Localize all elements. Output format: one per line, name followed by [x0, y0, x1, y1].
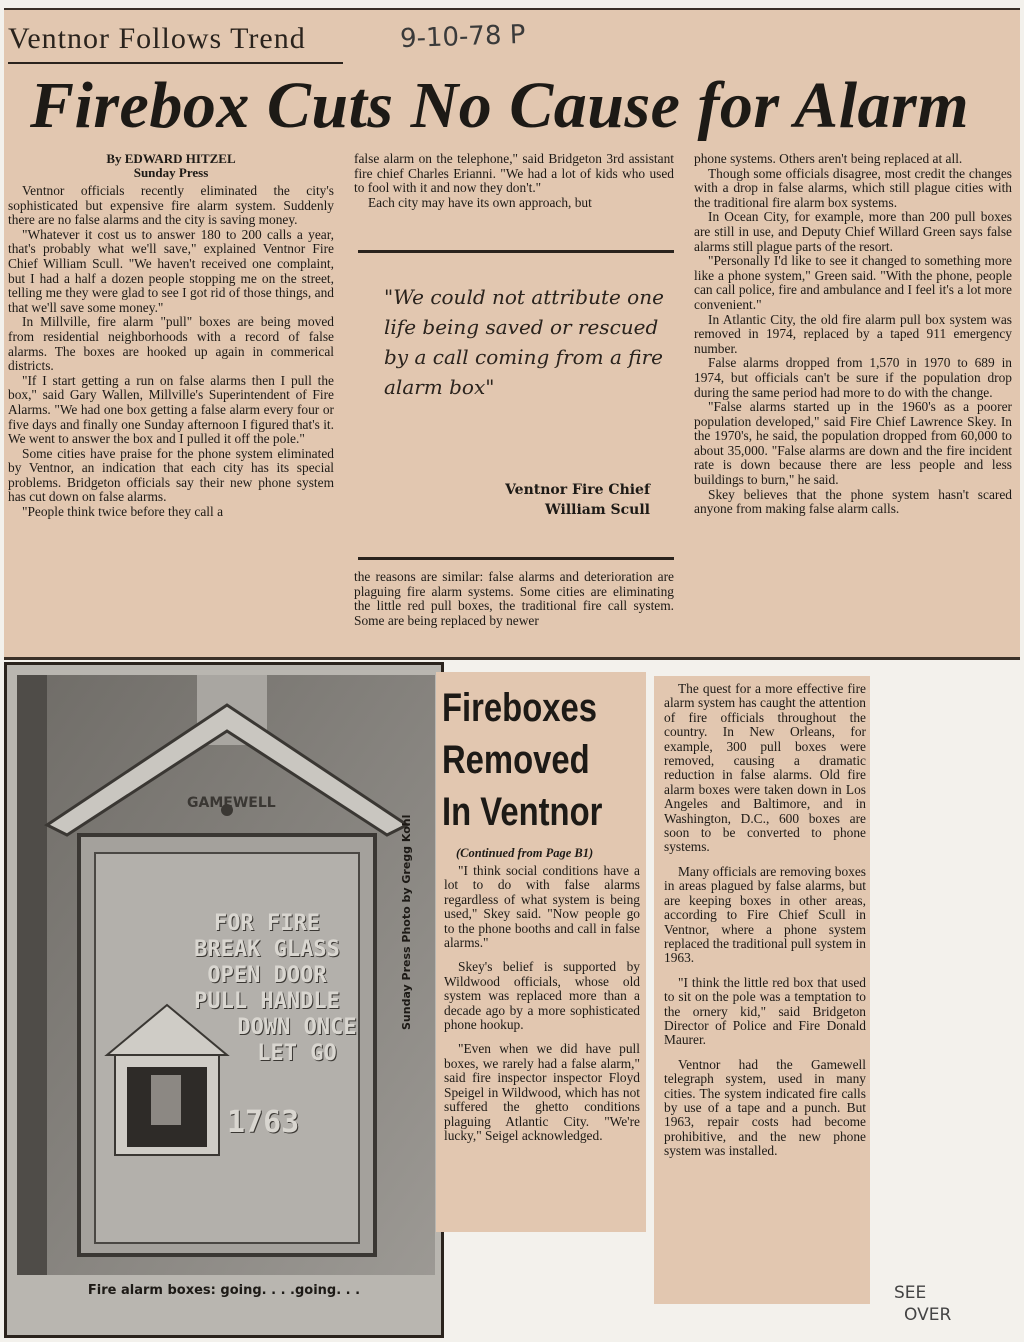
paragraph: Though some officials disagree, most credit the changes with a drop in false alarms, which still plague cities with the traditional fire alarm box systems. [694, 165, 1012, 210]
paragraph: In Millville, fire alarm "pull" boxes are being moved from residential neighborhoods with a record of false alarms. The boxes are hooked up again in commerical districts. [8, 314, 334, 374]
paragraph: "People think twice before they call a [22, 504, 224, 520]
paragraph: Ventnor had the Gamewell telegraph system, used in many cities. The system indicated fire calls by use of a tape and a punch. But 1963, repair costs had become prohibitive, and the new phone system was installed. [664, 1056, 866, 1159]
paragraph: Many officials are removing boxes in areas plagued by false alarms, but are keeping boxes in other areas, according to Fire Chief Scull in Ventnor, where a phone system replaced the traditional pull system in 1963. [664, 863, 866, 966]
sub-headline-line: In Ventnor [442, 790, 603, 834]
handwritten-date: 9-10-78 P [399, 19, 526, 55]
attribution-title: Ventnor Fire Chief [505, 482, 650, 498]
paragraph: The quest for a more effective fire alarm system has caught the attention of fire officials throughout the country. In New Orleans, for example, 300 pull boxes were removed, causing a dramatic reduction in false alarms. Old fire alarm boxes were taken down in Los Angeles and Baltimore, and in Washington, D.C., 600 boxes are soon to be converted to phone systems. [664, 681, 866, 855]
photo-frame [4, 662, 444, 1338]
article-column-3 [694, 152, 1012, 517]
article-column-1 [8, 152, 334, 520]
instruction-line: FOR FIRE [214, 911, 320, 936]
paragraph: Some cities have praise for the phone system eliminated by Ventnor, an indication that each city has its special problems. Bridgeton officials say their new phone system has cut down on false alarms. [8, 445, 334, 505]
instruction-line: BREAK GLASS [194, 937, 340, 962]
paragraph: "I think the little red box that used to sit on the pole was a temptation to the ornery kid," said Bridgeton Director of Police and Fire Donald Maurer. [664, 974, 866, 1048]
paragraph: "Personally I'd like to see it changed to something more like a phone system," Green said. "With the phone, people can call police, fire and ambulance and I feel it's a lot more convenient." [694, 253, 1012, 312]
kicker-rule [8, 62, 343, 64]
instruction-line: DOWN ONCE [237, 1015, 357, 1040]
pull-quote: "We could not attribute one life being saved or rescued by a call coming from a fire alarm box" [384, 285, 664, 399]
continuation-column-middle [444, 864, 640, 1153]
pull-quote-attribution [400, 480, 650, 520]
article-column-2-top [354, 152, 674, 210]
box-number: 1763 [227, 1105, 300, 1140]
paragraph: phone systems. Others aren't being replaced at all. [694, 151, 963, 166]
paragraph: False alarms dropped from 1,570 in 1970 to 689 in 1974, but officials can't be sure if the population drop during the same period had more to do with the change. [694, 355, 1012, 400]
paragraph: In Ocean City, for example, more than 200 pull boxes are still in use, and Deputy Chief Willard Green says false alarms still plague parts of the resort. [694, 209, 1012, 254]
continuation-column-right [664, 682, 866, 1169]
photo-credit: Sunday Press Photo by Gregg Kohl [400, 814, 413, 1030]
paragraph: "I think social conditions have a lot to do with false alarms regardless of what system is being used," Skey said. "Now people go to the phone booths and call in false alarms." [444, 863, 640, 951]
paragraph: Ventnor officials recently eliminated the city's sophisticated but expensive fire alarm system. Suddenly there are no false alarms and the city is saving money. [8, 183, 334, 228]
kicker-headline: Ventnor Follows Trend [8, 22, 306, 55]
paragraph: In Atlantic City, the old fire alarm pull box system was removed in 1974, replaced by a taped 911 emergency number. [694, 311, 1012, 356]
paragraph: Skey believes that the phone system hasn't scared anyone from making false alarm calls. [694, 486, 1012, 517]
paragraph: "False alarms started up in the 1960's as a poorer population developed," said Fire Chief Lawrence Skey. In the 1970's, he said, the population dropped from 60,000 to about 35,000. "False alarms are down and the fire incident rate is down because there are less people and less buildings to burn," he said. [694, 399, 1012, 488]
byline-paper: Sunday Press [133, 165, 209, 180]
article-column-2-bottom [354, 570, 674, 628]
sub-headline-line: Fireboxes [442, 686, 597, 730]
paragraph: "Whatever it cost us to answer 180 to 200 calls a year, that's probably what we'll save," explained Ventnor Fire Chief William Scull. "We haven't received one complaint, but I had a half a dozen people stopping me on the street, telling me they were glad to see I got rid of those things, and that we'll save some money." [8, 226, 334, 315]
handwritten-note [894, 1282, 951, 1326]
paragraph: Skey's belief is supported by Wildwood officials, whose old system was replaced more than a decade ago by a more sophisticated phone hookup. [444, 959, 640, 1033]
pull-quote-rule-bottom [358, 557, 674, 560]
instruction-line: OPEN DOOR [207, 963, 327, 988]
instruction-line: PULL HANDLE [194, 989, 340, 1014]
pull-quote-rule-top [358, 250, 674, 253]
photo-caption: Fire alarm boxes: going. . . .going. . . [87, 1283, 361, 1298]
instruction-line: LET GO [257, 1041, 337, 1066]
paragraph: the reasons are similar: false alarms and deterioration are plaguing fire alarm systems. Some cities are eliminating the little red pull boxes, the traditional fire call system. Some are being replaced by newer [354, 569, 674, 628]
paragraph: Each city may have its own approach, but [368, 194, 592, 210]
continued-from: (Continued from Page B1) [456, 846, 594, 860]
paragraph: "If I start getting a run on false alarms then I pull the box," said Gary Wallen, Millville's Superintendent of Fire Alarms. "We had one box getting a false alarm every four or five days and finally one Sunday afternoon I figured that's it. We went to answer the box and I pulled it off the pole." [8, 372, 334, 447]
main-headline: Firebox Cuts No Cause for Alarm [30, 69, 970, 142]
paragraph: false alarm on the telephone," said Bridgeton 3rd assistant fire chief Charles Erianni. "We had a lot of kids who used to fool with it and now they don't." [354, 151, 674, 196]
fire-alarm-box-photo [17, 675, 435, 1275]
byline-name: By EDWARD HITZEL [106, 151, 236, 166]
paragraph: "Even when we did have pull boxes, we rarely had a false alarm," said fire inspector inspector Floyd Speigel in Wildwood, which has not suffered the ghetto conditions plaguing Atlantic City. "We're lucky," Seigel acknowledged. [444, 1041, 640, 1143]
box-label: GAMEWELL [187, 795, 276, 811]
sub-headline [442, 682, 606, 838]
handwritten-over: OVER [904, 1305, 952, 1325]
sub-headline-line: Removed [442, 738, 590, 782]
box-instructions [157, 911, 377, 1067]
attribution-name: William Scull [545, 502, 650, 518]
handwritten-see: SEE [894, 1283, 927, 1303]
